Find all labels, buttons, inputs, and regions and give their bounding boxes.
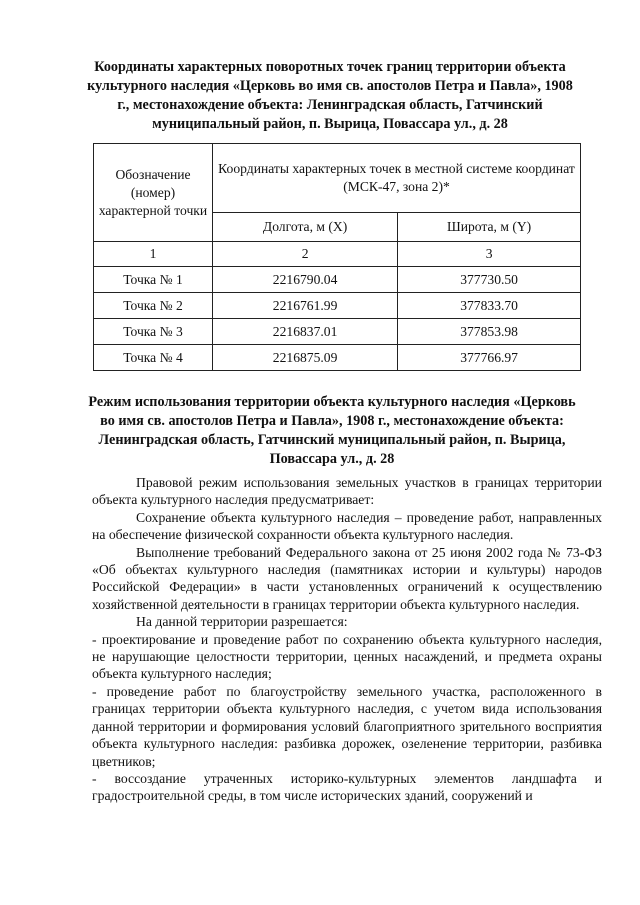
paragraph: Правовой режим использования земельных участков в границах территории объекта культурного наследия предусматривает: [92, 475, 602, 508]
point-name: Точка № 3 [94, 319, 213, 345]
header-coordinates: Координаты характерных точек в местной системе координат (МСК-47, зона 2)* [213, 144, 581, 213]
table-header-row [94, 144, 581, 213]
list-item: - воссоздание утраченных историко-культурных элементов ландшафта и градостроительной среды, в том числе исторических зданий, сооружений и [92, 770, 602, 804]
table-row [94, 267, 581, 293]
paragraph: Выполнение требований Федерального закона от 25 июня 2002 года № 73-ФЗ «Об объектах культурного наследия (памятниках истории и культуры) народов Российской Федерации» в части установленных ограничений к осуществлению хозяйственной деятельности в границах территории объекта культурного наследия. [92, 544, 602, 612]
point-y: 377766.97 [398, 345, 581, 371]
paragraph: Сохранение объекта культурного наследия – проведение работ, направленных на обеспечение физической сохранности объекта культурного наследия. [92, 509, 602, 543]
list-item: - проектирование и проведение работ по сохранению объекта культурного наследия, не нарушающие целостности территории, ценных насаждений, и предмета охраны объекта культурного наследия; [92, 631, 602, 682]
section-title: Режим использования территории объекта культурного наследия «Церковь во имя св. апостолов Петра и Павла», 1908 г., местонахождение объекта: Ленинградская область, Гатчинский муниципальный район, п. Вырица, Повассара ул., д. 28 [88, 394, 576, 467]
point-x: 2216837.01 [213, 319, 398, 345]
column-number: 2 [213, 242, 398, 267]
point-name: Точка № 4 [94, 345, 213, 371]
table-row [94, 345, 581, 371]
header-longitude-x: Долгота, м (X) [213, 213, 398, 242]
point-x: 2216875.09 [213, 345, 398, 371]
point-y: 377833.70 [398, 293, 581, 319]
point-name: Точка № 1 [94, 267, 213, 293]
column-number: 3 [398, 242, 581, 267]
table-column-numbers-row [94, 242, 581, 267]
list-item: - проведение работ по благоустройству земельного участка, расположенного в границах территории объекта культурного наследия, с учетом вида использования данной территории и формирования условий благоприятного зрительного восприятия объекта культурного наследия: разбивка дорожек, озеленение территории, разбивка цветников; [92, 683, 602, 769]
point-x: 2216790.04 [213, 267, 398, 293]
coordinates-table [93, 143, 581, 371]
table-row [94, 293, 581, 319]
column-number: 1 [94, 242, 213, 267]
header-latitude-y: Широта, м (Y) [398, 213, 581, 242]
table-row [94, 319, 581, 345]
point-x: 2216761.99 [213, 293, 398, 319]
header-point-designation: Обозначение (номер) характерной точки [94, 144, 213, 242]
point-y: 377730.50 [398, 267, 581, 293]
paragraph: На данной территории разрешается: [136, 614, 348, 630]
point-y: 377853.98 [398, 319, 581, 345]
point-name: Точка № 2 [94, 293, 213, 319]
body-text [92, 474, 602, 805]
document-title: Координаты характерных поворотных точек границ территории объекта культурного наследия «Церковь во имя св. апостолов Петра и Павла», 1908 г., местонахождение объекта: Ленинградская область, Гатчинский муниципальный район, п. Вырица, Повассара ул., д. 28 [87, 59, 573, 132]
